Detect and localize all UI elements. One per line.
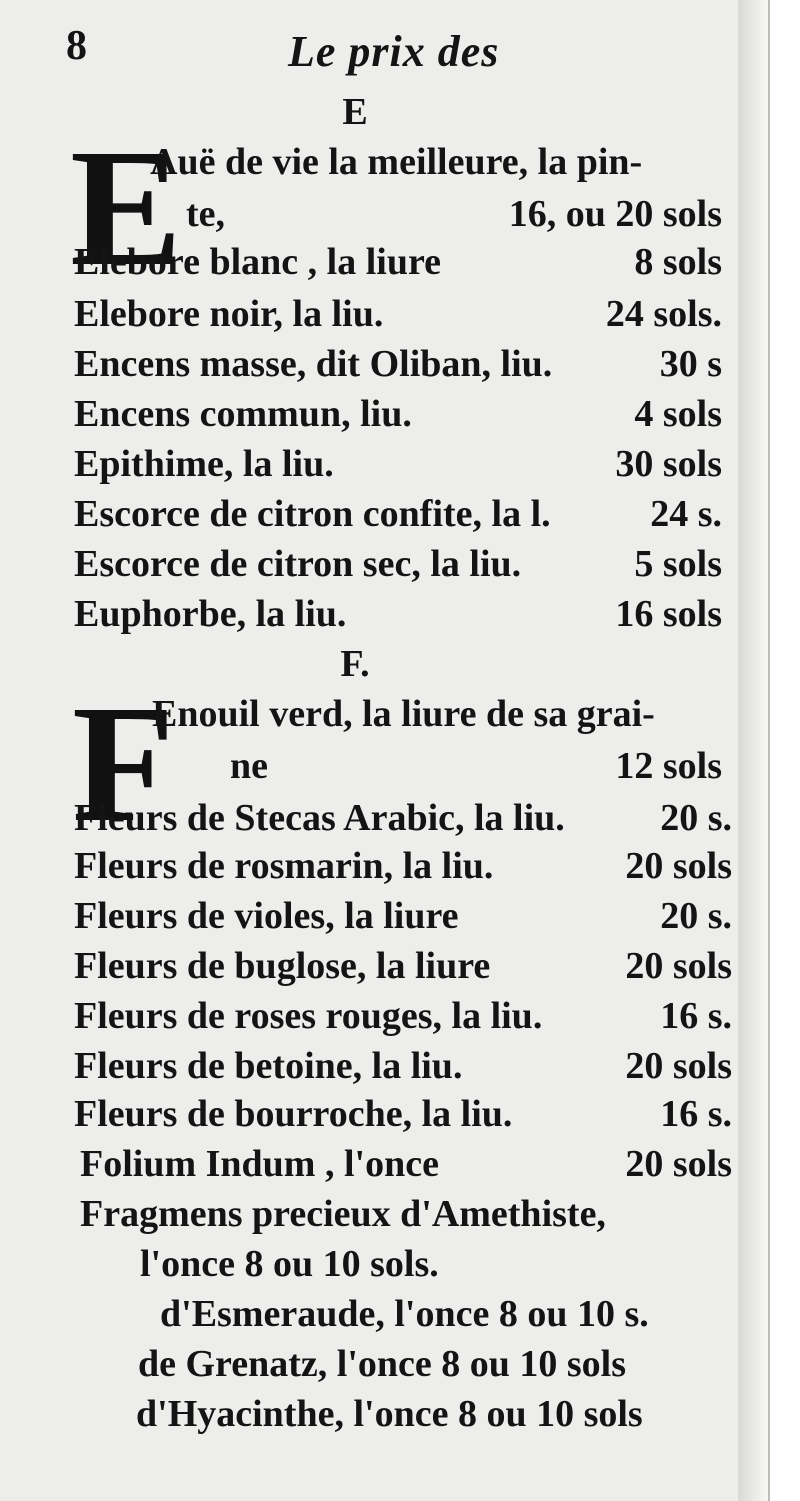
entry-row [74, 340, 722, 388]
entry-name: Fleurs de Stecas Arabic, la liu. [74, 797, 565, 839]
entry-row [74, 842, 732, 890]
entry-price: 20 sols [625, 945, 732, 987]
entry-price: 8 sols [634, 241, 722, 283]
entry-row [74, 892, 732, 940]
entry-price: 16 sols [615, 593, 722, 635]
entry-name: Encens masse, dit Oliban, liu. [74, 343, 553, 385]
entry-name: Fleurs de buglose, la liure [74, 945, 491, 987]
entry-name: Euphorbe, la liu. [74, 593, 347, 635]
page-edge-shadow [738, 0, 768, 1501]
entry-fenouil-line2 [74, 742, 722, 790]
entry-name: Fleurs de betoine, la liu. [74, 1045, 463, 1087]
entry-price: 20 s. [660, 797, 732, 839]
entry-row [74, 238, 722, 286]
section-heading-e: E [342, 91, 368, 133]
drop-cap-e: E [70, 115, 183, 301]
entry-eau-de-vie-line1: Auë de vie la meilleure, la pin- [150, 141, 643, 183]
entry-fragmens-line3: d'Esmeraude, l'once 8 ou 10 s. [160, 1293, 649, 1335]
section-heading-f: F. [340, 643, 370, 685]
entry-price: 20 sols [625, 845, 732, 887]
entry-name: Elebore noir, la liu. [74, 293, 384, 335]
entry-fragmens-line1: Fragmens precieux d'Amethiste, [80, 1193, 606, 1235]
entry-fragmens-line2: l'once 8 ou 10 sols. [140, 1243, 439, 1285]
entry-price: 24 s. [650, 493, 722, 535]
entry-name: Folium Indum , l'once [80, 1143, 439, 1185]
entry-row [74, 440, 722, 488]
entry-row [74, 794, 732, 842]
entry-price: 16 s. [660, 995, 732, 1037]
page-number: 8 [66, 23, 86, 69]
entry-price: 4 sols [634, 393, 722, 435]
entry-price: 30 sols [615, 443, 722, 485]
entry-price: 30 s [659, 343, 722, 385]
entry-fragmens-line4: de Grenatz, l'once 8 ou 10 sols [138, 1343, 627, 1385]
entry-row [80, 1140, 732, 1188]
entry-name: Escorce de citron sec, la liu. [74, 543, 522, 585]
entry-price: 20 s. [660, 895, 732, 937]
drop-cap-f: F [72, 671, 175, 857]
entry-price: 20 sols [625, 1045, 732, 1087]
entry-row [74, 992, 732, 1040]
entry-row [74, 942, 732, 990]
entry-name: Epithime, la liu. [74, 443, 334, 485]
entry-name: te, [186, 193, 226, 235]
entry-name: Fleurs de rosmarin, la liu. [74, 845, 494, 887]
entry-eau-de-vie-line2 [74, 190, 722, 238]
running-title: Le prix des [288, 27, 500, 76]
entry-name: Fleurs de roses rouges, la liu. [74, 995, 543, 1037]
entry-row [74, 590, 722, 638]
entry-price: 24 sols. [605, 293, 722, 335]
entry-price: 20 sols [625, 1143, 732, 1185]
entry-fenouil-line1: Enouil verd, la liure de sa grai- [152, 693, 655, 735]
entry-fragmens-line5: d'Hyacinthe, l'once 8 ou 10 sols [136, 1393, 643, 1435]
entry-name: Fleurs de bourroche, la liu. [74, 1093, 513, 1135]
entry-price: 5 sols [634, 543, 722, 585]
entry-name: Escorce de citron confite, la l. [74, 493, 551, 535]
entry-row [74, 1042, 732, 1090]
entry-name: Elebore blanc , la liure [74, 241, 441, 283]
entry-row [74, 390, 722, 438]
entry-price: 16 s. [660, 1093, 732, 1135]
entry-row [74, 540, 722, 588]
entry-name: Fleurs de violes, la liure [74, 895, 459, 937]
entry-row [74, 490, 722, 538]
entry-price: 16, ou 20 sols [508, 193, 722, 235]
entry-name: Encens commun, liu. [74, 393, 412, 435]
entry-price: 12 sols [615, 745, 722, 787]
entry-row [74, 1090, 732, 1138]
entry-row [74, 290, 722, 338]
entry-name: ne [230, 745, 268, 787]
